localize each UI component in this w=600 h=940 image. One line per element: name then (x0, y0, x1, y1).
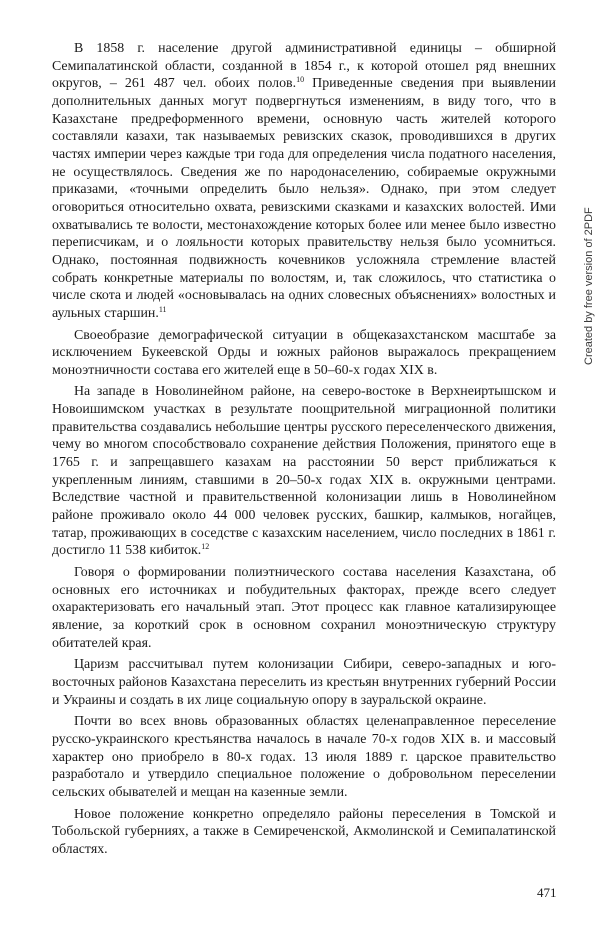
page-number: 471 (537, 885, 557, 900)
paragraph-6: Почти во всех вновь образованных областях целенаправленное переселение русско-украинского крестьянства началось в начале 70-х годов XIX в. и массовый характер оно приобрело в 80-х годах. 13 июля 1889 г. царское правительство разработало и утвердило специальное положение о добровольном переселении сельских обывателей и мещан на казенные земли. (52, 714, 556, 800)
paragraph-2: Своеобразие демографической ситуации в общеказахстанском масштабе за исключением Букеевской Орды и южных районов выражалось прекращением моноэтничности состава его жителей еще в 50–60-х годах XIX в. (52, 327, 556, 378)
footnote-ref-10: 10 (296, 75, 305, 85)
footnote-ref-11: 11 (158, 304, 167, 314)
paragraph-5: Царизм рассчитывал путем колонизации Сибири, северо-западных и юго-восточных районов Казахстана переселить из крестьян внутренних губерний России и Украины и создать в их лице социальную опору в зауральской окраине. (52, 657, 556, 708)
paragraph-1-text: В 1858 г. население другой административной единицы – обширной Семипалатинской области, созданной в 1854 г., к которой отошел ряд внешних округов, – 261 487 чел. обоих полов. (52, 41, 556, 92)
footnote-ref-12: 12 (201, 542, 210, 552)
paragraph-3 (52, 383, 556, 560)
paragraph-7: Новое положение конкретно определяло районы переселения в Томской и Тобольской губерниях, а также в Семиреченской, Акмолинской и Семипалатинской областях. (52, 806, 556, 857)
paragraph-3-text: На западе в Новолинейном районе, на северо-востоке в Верхнеиртышском и Новоишимском участках в результате поощрительной миграционной политики правительства создавались небольшие центры русского переселенческого движения, чему во многом способствовало сохранение действия Положения, принятого еще в 1765 г. и запрещавшего казахам на расстоянии 50 верст приближаться к укрепленным линиям, ставшими в 20–50-х годах XIX в. окружными центрами. Вследствие частной и правительственной колонизации лишь в Новолинейном районе проживало около 44 000 человек русских, башкир, калмыков, ногайцев, татар, проживающих в соседстве с казахским населением, число последних в 1861 г. достигло 11 538 кибиток. (52, 384, 556, 559)
body-text (52, 40, 556, 859)
paragraph-4: Говоря о формировании полиэтнического состава населения Казахстана, об основных его источниках и побудительных факторах, прежде всего следует охарактеризовать его начальный этап. Этот процесс как главное катализирующее явление, за короткий срок в основном сохранил моноэтническую структуру обитателей края. (52, 565, 556, 651)
paragraph-1-continuation: Приведенные сведения при выявлении дополнительных данных могут подвергнуться изменениям, в виду того, что в Казахстане предреформенного времени, основную часть жителей которого составляли казахи, так называемых ревизских сказок, проводившихся в других частях империи через каждые три года для определения числа податного населения, не осуществлялось. Сведения же по народонаселению, собираемые окружными приказами, «точными определить было нельзя». Однако, при этом следует оговориться относительно охвата, ревизскими сказками и казахских волостей. Ими охватывались те волости, местонахождение которых более или менее было известно переписчикам, и о лояльности которых правительству нельзя было усомниться. Однако, постоянная подвижность кочевников усложняла стремление властей собрать конкретные материалы по волостям, и, так сложилось, что статистика о числе скота и людей «основывалась на одних словесных объяснениях» волостных и аульных старшин. (52, 76, 556, 321)
paragraph-1 (52, 40, 556, 323)
watermark: Created by free version of 2PDF (583, 207, 595, 365)
